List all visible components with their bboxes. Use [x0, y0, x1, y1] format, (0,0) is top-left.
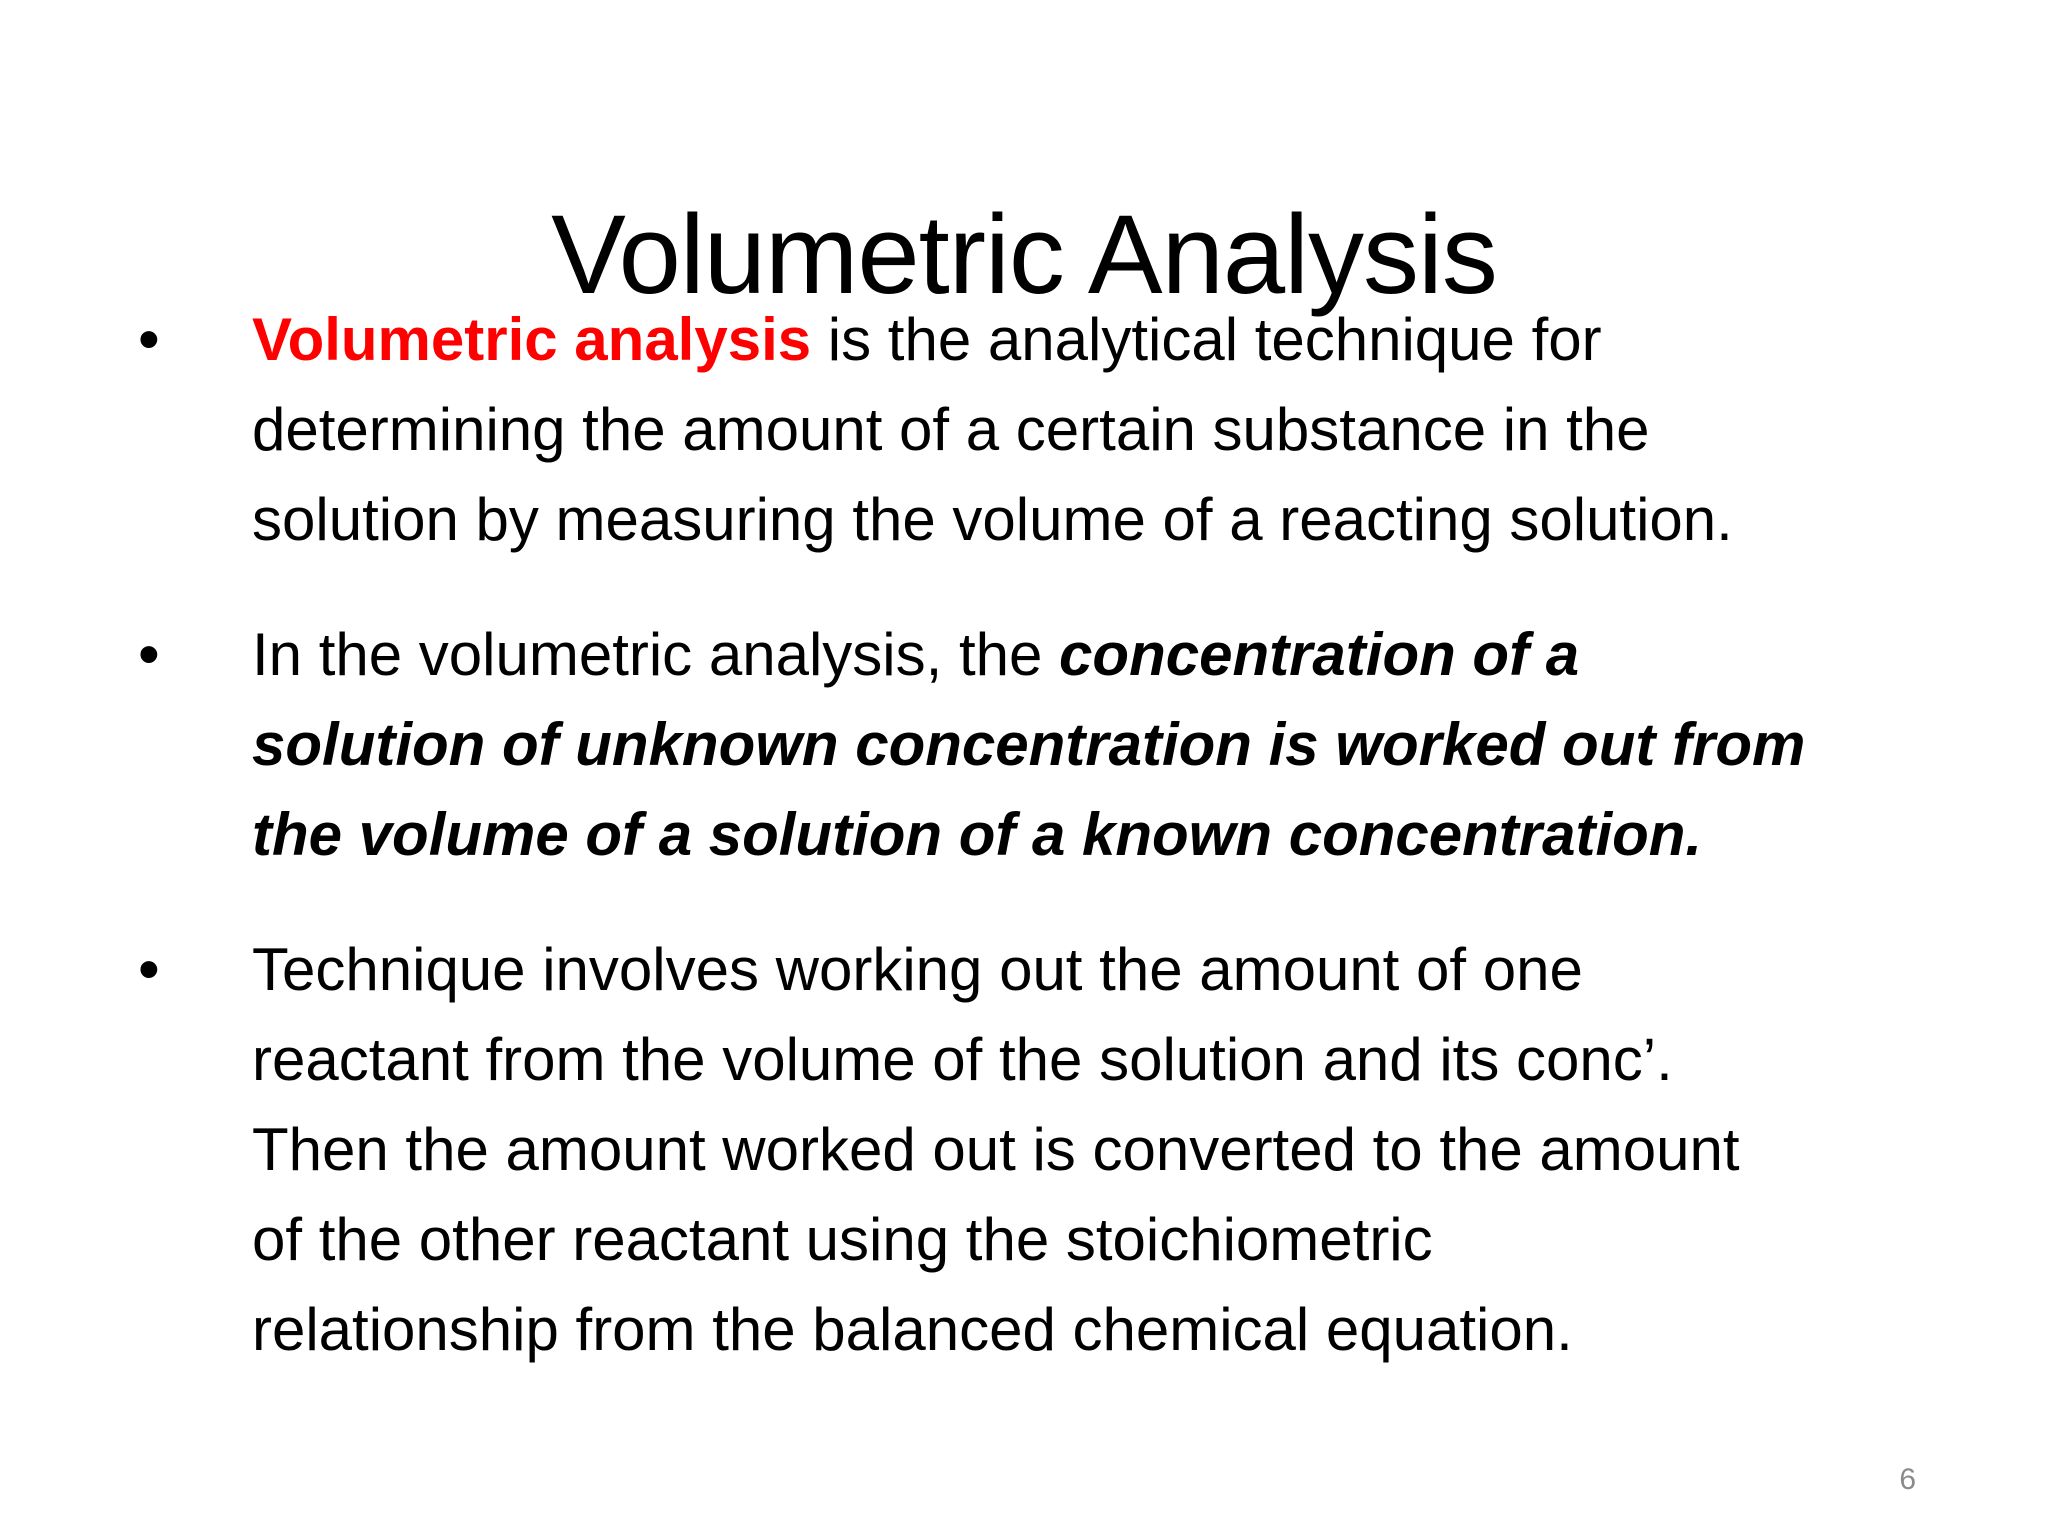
text-segment: is the analytical technique for [811, 306, 1602, 373]
text-line: relationship from the balanced chemical equation. [252, 1296, 1573, 1363]
page-number: 6 [1899, 1463, 1916, 1496]
bullet-icon: • [138, 620, 160, 689]
text-line: of the other reactant using the stoichiometric [252, 1206, 1433, 1273]
emphasized-text: concentration of a [1059, 621, 1580, 688]
text-line: determining the amount of a certain substance in the [252, 396, 1650, 463]
text-line: reactant from the volume of the solution and its conc’. [252, 1026, 1673, 1093]
bullet-text [252, 295, 1992, 565]
text-line [252, 295, 1992, 385]
bullet-text [252, 925, 1992, 1375]
slide-title: Volumetric Analysis [551, 192, 1497, 318]
text-segment: In the volumetric analysis, the [252, 621, 1060, 688]
emphasized-text: the volume of a solution of a known concentration [252, 801, 1686, 868]
text-line [252, 610, 1992, 700]
text-line: solution by measuring the volume of a reacting solution. [252, 486, 1733, 553]
text-line [252, 790, 1992, 880]
text-segment: . [1685, 801, 1703, 868]
bullet-text [252, 610, 1992, 880]
text-line: Then the amount worked out is converted to the amount [252, 1116, 1740, 1183]
bullet-icon: • [138, 305, 160, 374]
bullet-icon: • [138, 935, 160, 1004]
emphasized-text: solution of unknown concentration is worked out from [252, 711, 1806, 778]
highlighted-term: Volumetric analysis [252, 306, 812, 373]
text-line: Technique involves working out the amount of one [252, 936, 1583, 1003]
